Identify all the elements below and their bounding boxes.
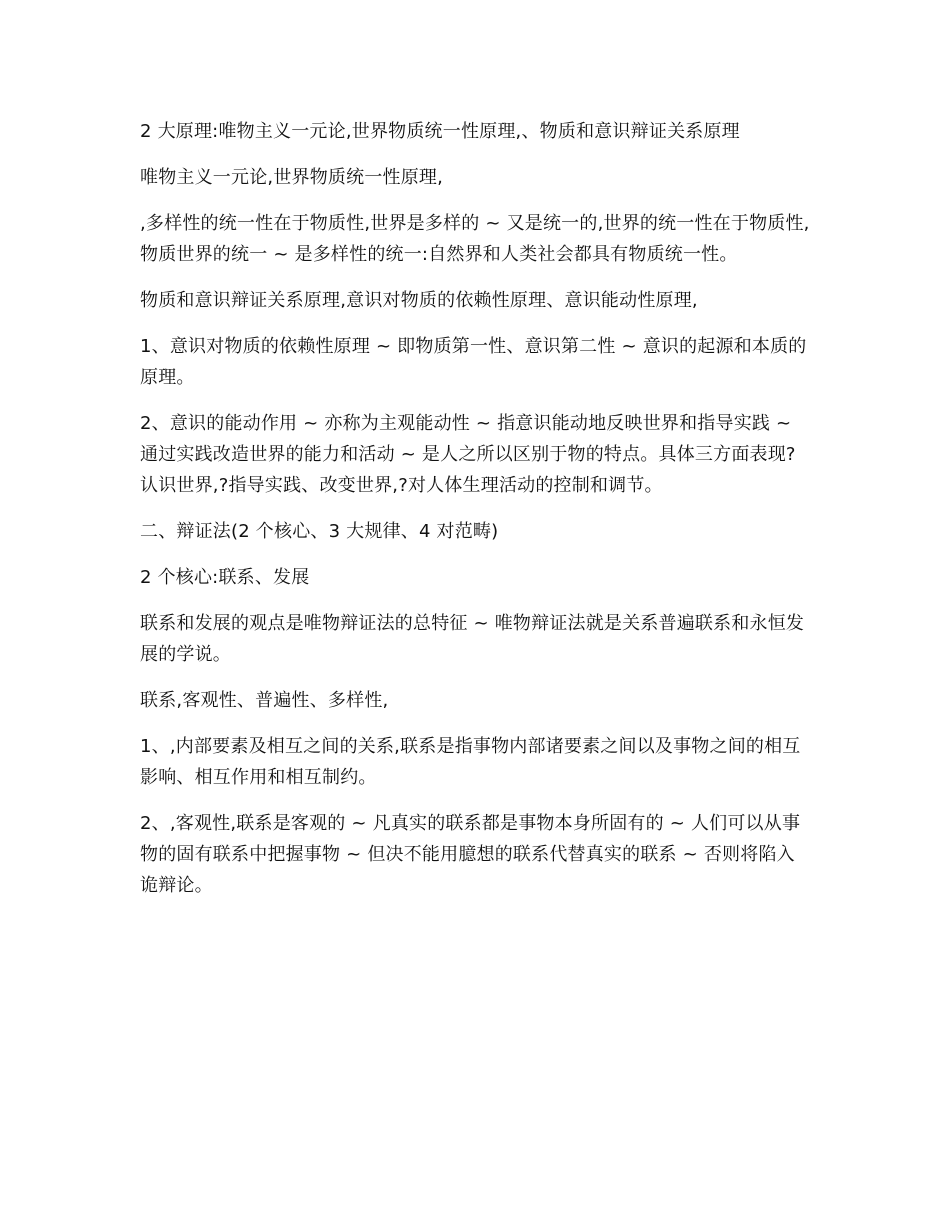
paragraph-matter-consciousness-heading: 物质和意识辩证关系原理,意识对物质的依赖性原理、意识能动性原理, [140,290,698,311]
paragraph-unity-of-diversity: ,多样性的统一性在于物质性,世界是多样的 ~ 又是统一的,世界的统一性在于物质性,物质世界的统一 ~ 是多样性的统一:自然界和人类社会都具有物质统一性。 [140,213,810,265]
paragraph-internal-elements: 1、,内部要素及相互之间的关系,联系是指事物内部诸要素之间以及事物之间的相互影响、相互作用和相互制约。 [140,736,801,788]
paragraph-dependence-principle: 1、意识对物质的依赖性原理 ~ 即物质第一性、意识第二性 ~ 意识的起源和本质的原理。 [140,336,807,388]
paragraph-connection-properties: 联系,客观性、普遍性、多样性, [140,690,389,711]
paragraph-two-cores: 2 个核心:联系、发展 [140,567,310,588]
paragraph-general-feature: 联系和发展的观点是唯物辩证法的总特征 ~ 唯物辩证法就是关系普遍联系和永恒发展的学说。 [140,613,805,665]
paragraph-objectivity: 2、,客观性,联系是客观的 ~ 凡真实的联系都是事物本身所固有的 ~ 人们可以从事物的固有联系中把握事物 ~ 但决不能用臆想的联系代替真实的联系 ~ 否则将陷入诡辩论。 [140,813,801,896]
paragraph-initiative-principle: 2、意识的能动作用 ~ 亦称为主观能动性 ~ 指意识能动地反映世界和指导实践 ~ 通过实践改造世界的能力和活动 ~ 是人之所以区别于物的特点。具体三方面表现?认识世界,?指导实践、改变世界,?对人体生理活动的控制和调节。 [140,413,798,496]
paragraph-monism-heading: 唯物主义一元论,世界物质统一性原理, [140,167,444,188]
section-heading-dialectics: 二、辩证法(2 个核心、3 大规律、4 对范畴) [140,521,499,542]
document-body [140,116,812,916]
paragraph-two-principles: 2 大原理:唯物主义一元论,世界物质统一性原理,、物质和意识辩证关系原理 [140,121,740,142]
